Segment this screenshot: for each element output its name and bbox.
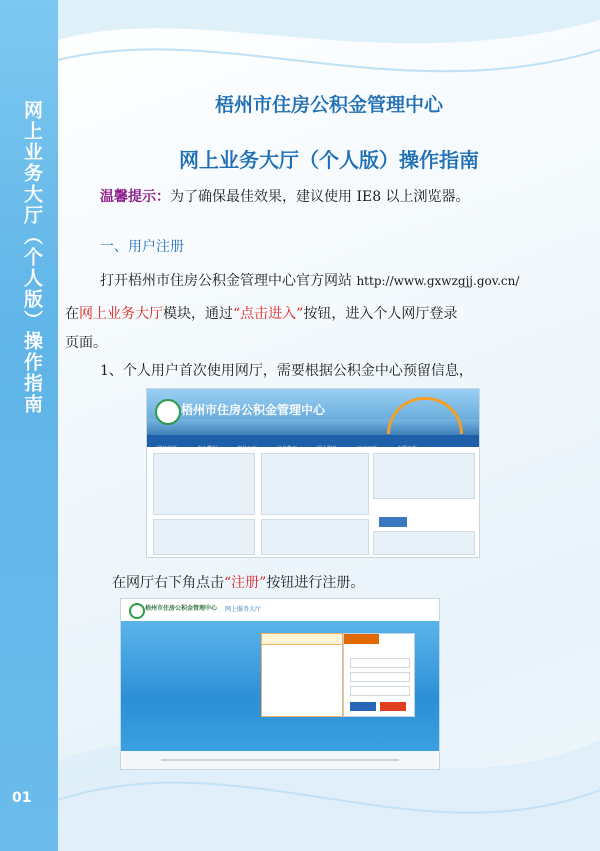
account-field[interactable] bbox=[350, 658, 410, 668]
register-label: “注册” bbox=[224, 575, 267, 591]
login-page-screenshot bbox=[120, 598, 440, 770]
document-title: 梧州市住房公积金管理中心 bbox=[214, 94, 443, 116]
news-panel-bottom-left bbox=[153, 519, 255, 555]
paragraph-open-site-text: 打开梧州市住房公积金管理中心官方网站 bbox=[100, 273, 357, 289]
online-hall-label: 网上服务大厅 bbox=[225, 606, 262, 613]
tip-label: 温馨提示： bbox=[100, 189, 170, 205]
news-panel-left bbox=[153, 453, 255, 515]
password-field[interactable] bbox=[350, 672, 410, 682]
personal-login-tab[interactable] bbox=[344, 634, 379, 644]
links-panel bbox=[373, 531, 475, 555]
nav-item[interactable]: 业务指南 bbox=[276, 446, 297, 452]
login-button[interactable] bbox=[350, 702, 376, 711]
notice-panel bbox=[261, 633, 343, 717]
paragraph-enter-hall-suffix: 按钮，进入个人网厅登录 bbox=[303, 306, 458, 322]
tip-line bbox=[100, 186, 470, 206]
paragraph-enter-hall-middle: 模块，通过 bbox=[163, 306, 233, 322]
news-panel-center bbox=[261, 453, 369, 515]
notice-header bbox=[262, 634, 342, 645]
nav-item[interactable]: 专题专栏 bbox=[396, 446, 417, 452]
register-caption-prefix: 在网厅右下角点击 bbox=[112, 575, 224, 591]
online-service-panel bbox=[373, 453, 475, 499]
nav-item[interactable]: 网站首页 bbox=[156, 446, 177, 452]
section-heading-registration: 一、用户注册 bbox=[100, 239, 184, 255]
login-footer bbox=[121, 751, 439, 769]
paragraph-enter-hall bbox=[65, 303, 457, 323]
register-caption-suffix: 按钮进行注册。 bbox=[266, 575, 365, 591]
login-header bbox=[121, 599, 439, 621]
login-panel bbox=[343, 633, 415, 717]
online-hall-module: 网上业务大厅 bbox=[79, 306, 163, 322]
site-logo-icon bbox=[129, 603, 145, 619]
news-panel-bottom-center bbox=[261, 519, 369, 555]
site-nav bbox=[147, 435, 479, 452]
page-number: 01 bbox=[12, 790, 32, 806]
click-enter-label: “点击进入” bbox=[233, 306, 304, 322]
sidebar-title: 网上业务大厅（个人版）操作指南 bbox=[21, 100, 43, 415]
register-button[interactable] bbox=[380, 702, 406, 711]
step-1-text: 1、个人用户首次使用网厅，需要根据公积金中心预留信息， bbox=[100, 363, 473, 379]
paragraph-open-site bbox=[100, 270, 519, 290]
sidebar bbox=[0, 0, 58, 851]
register-caption bbox=[112, 572, 364, 592]
login-site-name: 梧州市住房公积金管理中心 bbox=[145, 605, 218, 612]
website-screenshot bbox=[146, 388, 480, 558]
tip-text: 为了确保最佳效果，建议使用 IE8 以上浏览器。 bbox=[170, 189, 470, 205]
nav-item[interactable]: 网上服务 bbox=[316, 446, 337, 452]
paragraph-enter-hall-prefix: 在 bbox=[65, 306, 79, 322]
paragraph-page: 页面。 bbox=[65, 335, 107, 351]
captcha-field[interactable] bbox=[350, 686, 410, 696]
website-url[interactable]: http://www.gxwzgjj.gov.cn/ bbox=[356, 274, 520, 288]
click-enter-button[interactable] bbox=[379, 517, 407, 527]
document-subtitle: 网上业务大厅（个人版）操作指南 bbox=[179, 148, 479, 172]
site-logo-icon bbox=[155, 399, 181, 425]
nav-item[interactable]: 政务公开 bbox=[236, 446, 257, 452]
site-name: 梧州市住房公积金管理中心 bbox=[181, 403, 326, 417]
nav-item[interactable]: 互动交流 bbox=[356, 446, 377, 452]
nav-item[interactable]: 中心概况 bbox=[196, 446, 217, 452]
